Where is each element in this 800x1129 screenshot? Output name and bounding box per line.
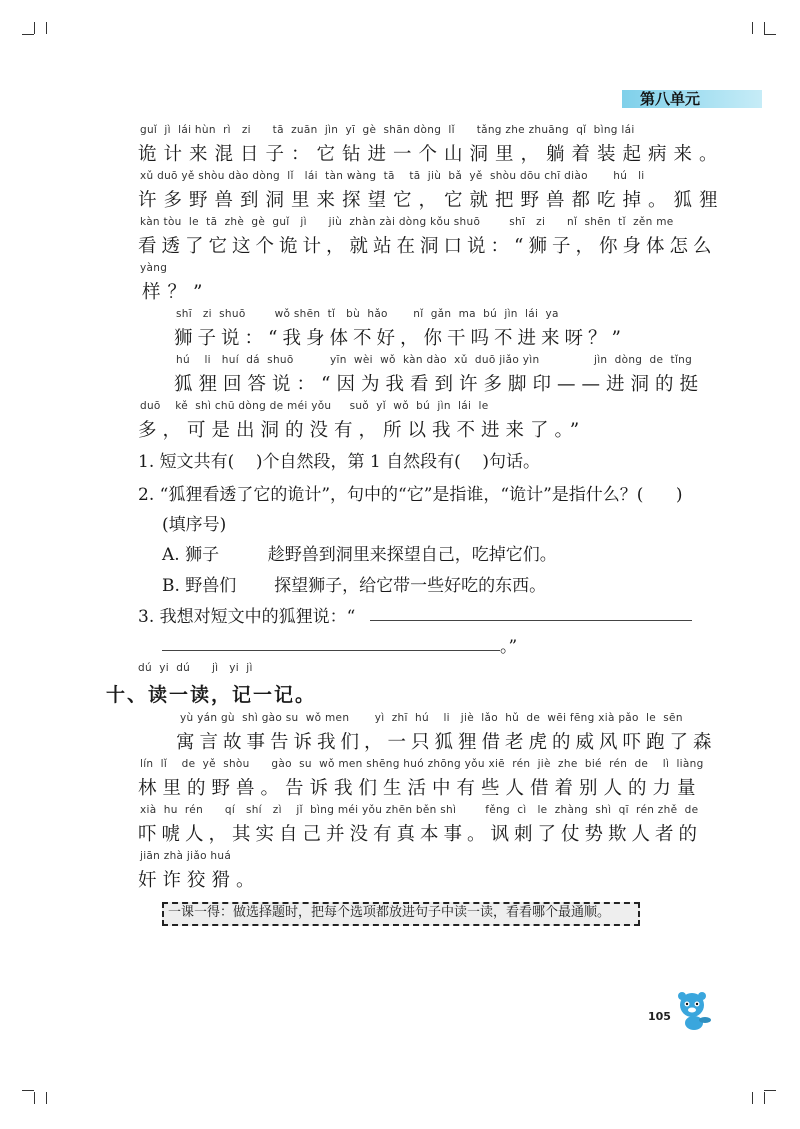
tip-text: 一课一得：做选择题时，把每个选项都放进句子中读一读，看看哪个最通顺。 bbox=[168, 905, 611, 920]
pinyin-line: kàn tòu le tā zhè gè guǐ jì jiù zhàn zài dòng kǒu shuō shī zi nǐ shēn tǐ zěn me bbox=[140, 216, 674, 228]
text-line: 寓言故事告诉我们，一只狐狸借老虎的威风吓跑了森 bbox=[176, 732, 717, 753]
section-heading: 十、读一读，记一记。 bbox=[106, 684, 317, 706]
text-line: 狐狸回答说：“因为我看到许多脚印——进洞的挺 bbox=[174, 374, 704, 395]
crop-mark bbox=[764, 22, 765, 34]
crop-mark bbox=[752, 1092, 753, 1104]
crop-mark bbox=[22, 1090, 34, 1091]
heading-pinyin: dú yi dú jì yi jì bbox=[138, 662, 253, 674]
text-line: 狮子说：“我身体不好，你干吗不进来呀？” bbox=[174, 328, 626, 349]
crop-mark bbox=[34, 1092, 35, 1104]
pinyin-line: yàng bbox=[140, 262, 168, 274]
option-a: A. 狮子 趁野兽到洞里来探望自己，吃掉它们。 bbox=[162, 545, 557, 565]
text-line: 吓唬人，其实自己并没有真本事。讽刺了仗势欺人者的 bbox=[138, 824, 703, 845]
crop-mark bbox=[46, 1092, 47, 1104]
pinyin-line: guǐ jì lái hùn rì zi tā zuān jìn yī gè shān dòng lǐ tǎng zhe zhuāng qǐ bìng lái bbox=[140, 124, 635, 136]
question-2: 2. “狐狸看透了它的诡计”，句中的“它”是指谁，“诡计”是指什么？( ) bbox=[138, 485, 683, 505]
option-b: B. 野兽们 探望狮子，给它带一些好吃的东西。 bbox=[162, 576, 547, 596]
crop-mark bbox=[764, 34, 776, 35]
pinyin-line: shī zi shuō wǒ shēn tǐ bù hǎo nǐ gǎn ma bú jìn lái ya bbox=[176, 308, 559, 320]
question-1: 1. 短文共有( )个自然段，第 1 自然段有( )句话。 bbox=[138, 452, 541, 472]
pinyin-line: hú li huí dá shuō yīn wèi wǒ kàn dào xǔ duō jiǎo yìn jìn dòng de tǐng bbox=[176, 354, 693, 366]
crop-mark bbox=[764, 1092, 765, 1104]
text-line: 样？” bbox=[142, 282, 210, 303]
text-line: 奸诈狡猾。 bbox=[138, 870, 261, 891]
text-line: 林里的野兽。告诉我们生活中有些人借着别人的力量 bbox=[138, 778, 702, 799]
pinyin-line: lín lǐ de yě shòu gào su wǒ men shēng huó zhōng yǒu xiē rén jiè zhe bié rén de lì liàng bbox=[140, 758, 704, 770]
pinyin-line: xǔ duō yě shòu dào dòng lǐ lái tàn wàng tā tā jiù bǎ yě shòu dōu chī diào hú li bbox=[140, 170, 645, 182]
pinyin-line: duō kě shì chū dòng de méi yǒu suǒ yǐ wǒ bú jìn lái le bbox=[140, 400, 489, 412]
question-3-end: 。” bbox=[500, 637, 518, 657]
pinyin-line: xià hu rén qí shí zì jǐ bìng méi yǒu zhēn běn shì fěng cì le zhàng shì qī rén zhě de bbox=[140, 804, 699, 816]
question-2-note: (填序号) bbox=[162, 515, 227, 535]
text-line: 许多野兽到洞里来探望它，它就把野兽都吃掉。狐狸 bbox=[138, 190, 725, 211]
crop-mark bbox=[22, 34, 34, 35]
crop-mark bbox=[752, 22, 753, 34]
pinyin-line: jiān zhà jiǎo huá bbox=[140, 850, 232, 862]
crop-mark bbox=[46, 22, 47, 34]
answer-line[interactable] bbox=[370, 620, 692, 621]
question-3: 3. 我想对短文中的狐狸说：“ bbox=[138, 607, 356, 627]
text-line: 诡计来混日子：它钻进一个山洞里，躺着装起病来。 bbox=[138, 144, 725, 165]
pinyin-line: yù yán gù shì gào su wǒ men yì zhī hú li jiè lǎo hǔ de wēi fēng xià pǎo le sēn bbox=[180, 712, 683, 724]
answer-line[interactable] bbox=[162, 650, 500, 651]
mascot-icon bbox=[670, 990, 716, 1032]
page-number: 105 bbox=[648, 1010, 671, 1023]
crop-mark bbox=[764, 1090, 776, 1091]
unit-title: 第八单元 bbox=[640, 90, 701, 108]
crop-mark bbox=[34, 22, 35, 34]
text-line: 多，可是出洞的没有，所以我不进来了。” bbox=[138, 420, 586, 441]
text-line: 看透了它这个诡计，就站在洞口说：“狮子，你身体怎么 bbox=[138, 236, 717, 257]
